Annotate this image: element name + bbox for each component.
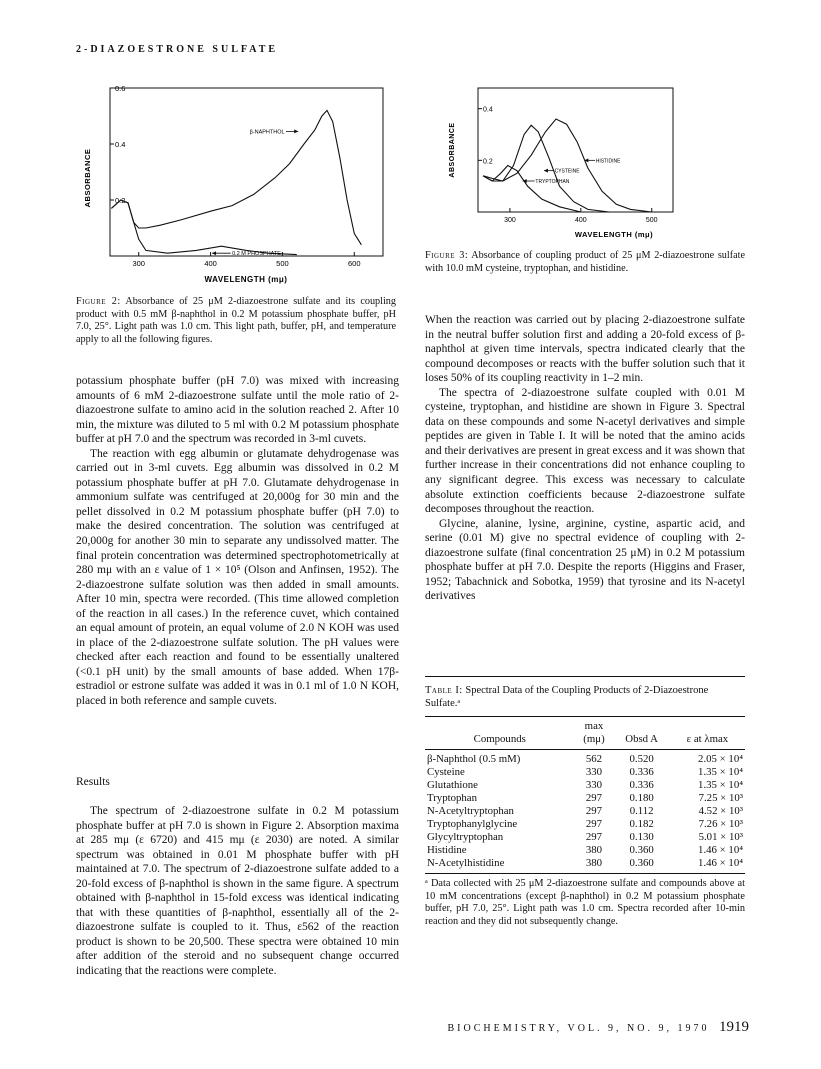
- table-row: [425, 766, 745, 779]
- table-cell-compound: Glycyltryptophan: [427, 831, 504, 843]
- table-cell-max: 297: [585, 805, 603, 817]
- x-tick-label: 300: [504, 217, 516, 224]
- x-tick-label: 400: [574, 217, 587, 224]
- column-header: max: [584, 720, 604, 732]
- x-tick-label: 600: [348, 259, 361, 268]
- y-tick-label: 0.6: [115, 84, 126, 93]
- series-line-2: [483, 125, 609, 212]
- table-label: Table I:: [425, 685, 463, 696]
- section-heading-results: Results: [76, 776, 110, 788]
- label-beta-naphthol: β-NAPHTHOL: [249, 129, 285, 136]
- column-header: ε at λmax: [686, 733, 729, 745]
- figure-2-chart: [76, 78, 396, 288]
- table-footnote: ᵃ Data collected with 25 μM 2-diazoestrone sulfate and compounds above at 10 mM concentrations (except β-naphthol) in 0.2 M potassium phosphate buffer, pH 7.0, 25°. Light path was 1.0 cm. Spectra recorded after 10-min reaction and they did not subsequently change.: [425, 878, 745, 927]
- caption-label: Figure 2:: [76, 296, 121, 307]
- x-tick-label: 400: [204, 259, 217, 268]
- figure-3-chart: [444, 84, 704, 246]
- table-title: [425, 684, 745, 710]
- table-cell-obsd: 0.360: [629, 844, 654, 856]
- column-header: (mμ): [583, 733, 605, 745]
- table-cell-obsd: 0.130: [629, 831, 654, 843]
- table-cell-eps: 1.35 × 10⁴: [698, 766, 743, 778]
- table-row: [425, 805, 745, 818]
- y-tick-label: 0.2: [483, 158, 493, 166]
- table-cell-max: 330: [585, 766, 603, 778]
- table-cell-max: 330: [585, 779, 603, 791]
- label-cysteine: CYSTEINE: [554, 168, 580, 175]
- table-row: [425, 831, 745, 844]
- figure-3-caption: [425, 250, 745, 275]
- page-footer: [448, 1019, 749, 1036]
- x-tick-label: 500: [645, 217, 658, 224]
- caption-text: Absorbance of 25 μM 2-diazoestrone sulfate and its coupling product with 0.5 mM β-naphthol in 0.2 M potassium phosphate buffer, pH 7.0, 25°. Light path was 1.0 cm. This light path, buffer, pH, and temperature apply to all the following figures.: [76, 296, 396, 345]
- caption-text: Absorbance of coupling product of 25 μM 2-diazoestrone sulfate with 10.0 mM cysteine, tryptophan, and histidine.: [425, 250, 745, 274]
- table-cell-eps: 7.25 × 10³: [698, 792, 743, 804]
- label-tryptophan: TRYPTOPHAN: [535, 179, 570, 185]
- table-cell-eps: 1.46 × 10⁴: [698, 844, 743, 856]
- column-header: Obsd A: [625, 733, 658, 745]
- y-tick-label: 0.2: [115, 196, 126, 205]
- paragraph: potassium phosphate buffer (pH 7.0) was mixed with increasing amounts of 6 mM 2-diazoestrone sulfate until the mole ratio of 2-diazoestrone sulfate to amino acid in the solution reached 2. After 10 min, the mixture was diluted to 5 ml with 0.2 M potassium phosphate buffer at pH 7.0 and the spectrum was recorded in 3-ml cuvets.: [76, 375, 399, 446]
- table-cell-obsd: 0.360: [629, 857, 654, 869]
- arrowhead: [544, 169, 548, 173]
- table-row: [425, 844, 745, 857]
- results-text: [76, 804, 399, 979]
- table-cell-obsd: 0.336: [629, 766, 654, 778]
- y-tick-label: 0.4: [115, 140, 126, 149]
- plot-frame: [478, 88, 673, 212]
- table-body: [425, 720, 745, 870]
- label-histidine: HISTIDINE: [595, 158, 621, 165]
- table-cell-eps: 1.46 × 10⁴: [698, 857, 743, 869]
- paragraph: Glycine, alanine, lysine, arginine, cystine, aspartic acid, and serine (0.01 M) give no spectral evidence of coupling with 2-diazoestrone sulfate (final concentration 25 μM) in 0.2 M potassium phosphate buffer at pH 7.0. Despite the reports (Higgins and Fraser, 1952; Tabachnick and Sobotka, 1959) that tyrosine and its N-acetyl derivatives: [425, 517, 745, 603]
- table-cell-compound: Tryptophanylglycine: [427, 818, 518, 830]
- table-cell-compound: N-Acetylhistidine: [427, 857, 505, 869]
- table-cell-obsd: 0.112: [629, 805, 654, 817]
- table-cell-obsd: 0.182: [629, 818, 654, 830]
- table-row: [425, 779, 745, 792]
- paragraph: The reaction with egg albumin or glutamate dehydrogenase was carried out in 3-ml cuvets. Egg albumin was dissolved in 0.2 M potassium phosphate buffer at pH 7.0. Glutamate dehydrogenase in ammonium sulfate was centrifuged at 20,000g for 30 min and the pellet dissolved in 0.2 M potassium phosphate buffer (pH 7.0) to make the desired concentration. The solution was centrifuged at 20,000g for another 30 min to separate any undissolved matter. The final protein concentration was determined spectrophotometrically at 280 mμ with an ε value of 1 × 10⁵ (Olson and Anfinsen, 1952). The 2-diazoestrone sulfate solution was then added in small amounts. After 10 min, spectra were recorded. (This time allowed completion of the reaction in all cases.) In the reference cuvet, which contained an equal amount of protein, an equal volume of 2.0 N KOH was used in place of the 2-diazoestrone sulfate solution. The pH values were checked after each reaction and found to be essentially unaltered (<0.1 pH unit) by the small amounts of base added. When 17β-estradiol or estrone sulfate was added it was in 0.1 ml of 1.0 N KOH, placed in both reference and sample cuvets.: [76, 447, 399, 708]
- table-cell-compound: Histidine: [427, 844, 467, 856]
- table-cell-eps: 4.52 × 10³: [698, 805, 743, 817]
- caption-label: Figure 3:: [425, 250, 469, 261]
- x-tick-label: 500: [276, 259, 289, 268]
- column-header: Compounds: [473, 733, 526, 745]
- paragraph: The spectra of 2-diazoestrone sulfate coupled with 0.01 M cysteine, tryptophan, and histidine are shown in Figure 3. Spectral data on these compounds and some N-acetyl derivatives and simple peptides are given in Table I. It will be noted that the amino acids and their derivatives are present in great excess and it was shown that further increase in their concentrations did not enhance coupling to any significant degree. This excess was necessary to calculate absolute extinction coefficients because 2-diazoestrone sulfate decomposes throughout the reaction.: [425, 386, 745, 516]
- journal-citation: BIOCHEMISTRY, VOL. 9, NO. 9, 1970: [447, 1023, 710, 1034]
- x-axis-label: WAVELENGTH (mμ): [574, 230, 654, 239]
- table-cell-compound: Cysteine: [427, 766, 465, 778]
- table-row: [425, 792, 745, 805]
- table-cell-eps: 2.05 × 10⁴: [698, 753, 743, 765]
- table-cell-compound: N-Acetyltryptophan: [427, 805, 514, 817]
- y-tick-label: 0.4: [483, 106, 493, 114]
- running-head: 2-DIAZOESTRONE SULFATE: [76, 44, 279, 55]
- table-cell-compound: Glutathione: [427, 779, 478, 791]
- table-cell-max: 562: [585, 753, 603, 765]
- paragraph: The spectrum of 2-diazoestrone sulfate in 0.2 M potassium phosphate buffer at pH 7.0 is shown in Figure 2. Absorption maxima at 285 mμ (ε 6720) and 415 mμ (ε 2030) are noted. A similar spectrum was obtained in 0.01 M phosphate buffer with pH maintained at 7.0. The spectrum of 2-diazoestrone sulfate added to a 20-fold excess of β-naphthol is shown in the same figure. A spectrum obtained with β-naphthol in 15-fold excess was identical indicating that with these quantities of β-naphthol, essentially all of the 2-diazoestrone sulfate is coupled to it. Thus, ε562 of the reaction product is shown to be 20,500. These spectra were obtained 10 min after addition of the steroid and no subsequent change occurred indicating that the reactions were complete.: [76, 805, 399, 978]
- table-cell-eps: 7.26 × 10³: [698, 818, 743, 830]
- x-axis-label: WAVELENGTH (mμ): [204, 275, 288, 284]
- left-column-text: [76, 374, 399, 709]
- table-1: [425, 676, 745, 928]
- table-cell-eps: 5.01 × 10³: [698, 831, 743, 843]
- series-line-1: [111, 110, 361, 244]
- table-cell-obsd: 0.336: [629, 779, 654, 791]
- label-phosphate: 0.2 M PHOSPHATE: [232, 251, 281, 258]
- right-column-text: [425, 313, 745, 604]
- figure-2-caption: [76, 296, 396, 346]
- arrowhead: [294, 129, 298, 133]
- page-number: 1919: [719, 1019, 749, 1035]
- table-cell-max: 297: [585, 818, 603, 830]
- arrowhead: [212, 251, 216, 255]
- y-axis-label: ABSORBANCE: [449, 122, 456, 178]
- table-cell-obsd: 0.180: [629, 792, 654, 804]
- series-line-2: [111, 200, 296, 258]
- table-row: [425, 857, 745, 870]
- table-row: [425, 818, 745, 831]
- table-cell-obsd: 0.520: [629, 753, 654, 765]
- table-cell-max: 297: [585, 792, 603, 804]
- table-cell-compound: β-Naphthol (0.5 mM): [427, 753, 521, 765]
- table-cell-max: 297: [585, 831, 603, 843]
- paragraph: When the reaction was carried out by placing 2-diazoestrone sulfate in the neutral buffer solution first and adding a 20-fold excess of β-naphthol at given time intervals, spectra indicated clearly that the compound decomposes or reacts with the buffer solution such that it loses 50% of its coupling reactivity in 1–2 min.: [425, 314, 745, 385]
- figure-2-plot: [110, 84, 383, 268]
- table-cell-max: 380: [585, 844, 603, 856]
- x-tick-label: 300: [132, 259, 145, 268]
- figure-3-plot: [478, 88, 673, 224]
- table-cell-eps: 1.35 × 10⁴: [698, 779, 743, 791]
- y-axis-label: ABSORBANCE: [83, 148, 92, 208]
- table-title-text: Spectral Data of the Coupling Products of 2-Diazoestrone Sulfate.ᵃ: [425, 685, 709, 709]
- table-cell-max: 380: [585, 857, 603, 869]
- table-cell-compound: Tryptophan: [427, 792, 477, 804]
- table-row: [425, 750, 745, 767]
